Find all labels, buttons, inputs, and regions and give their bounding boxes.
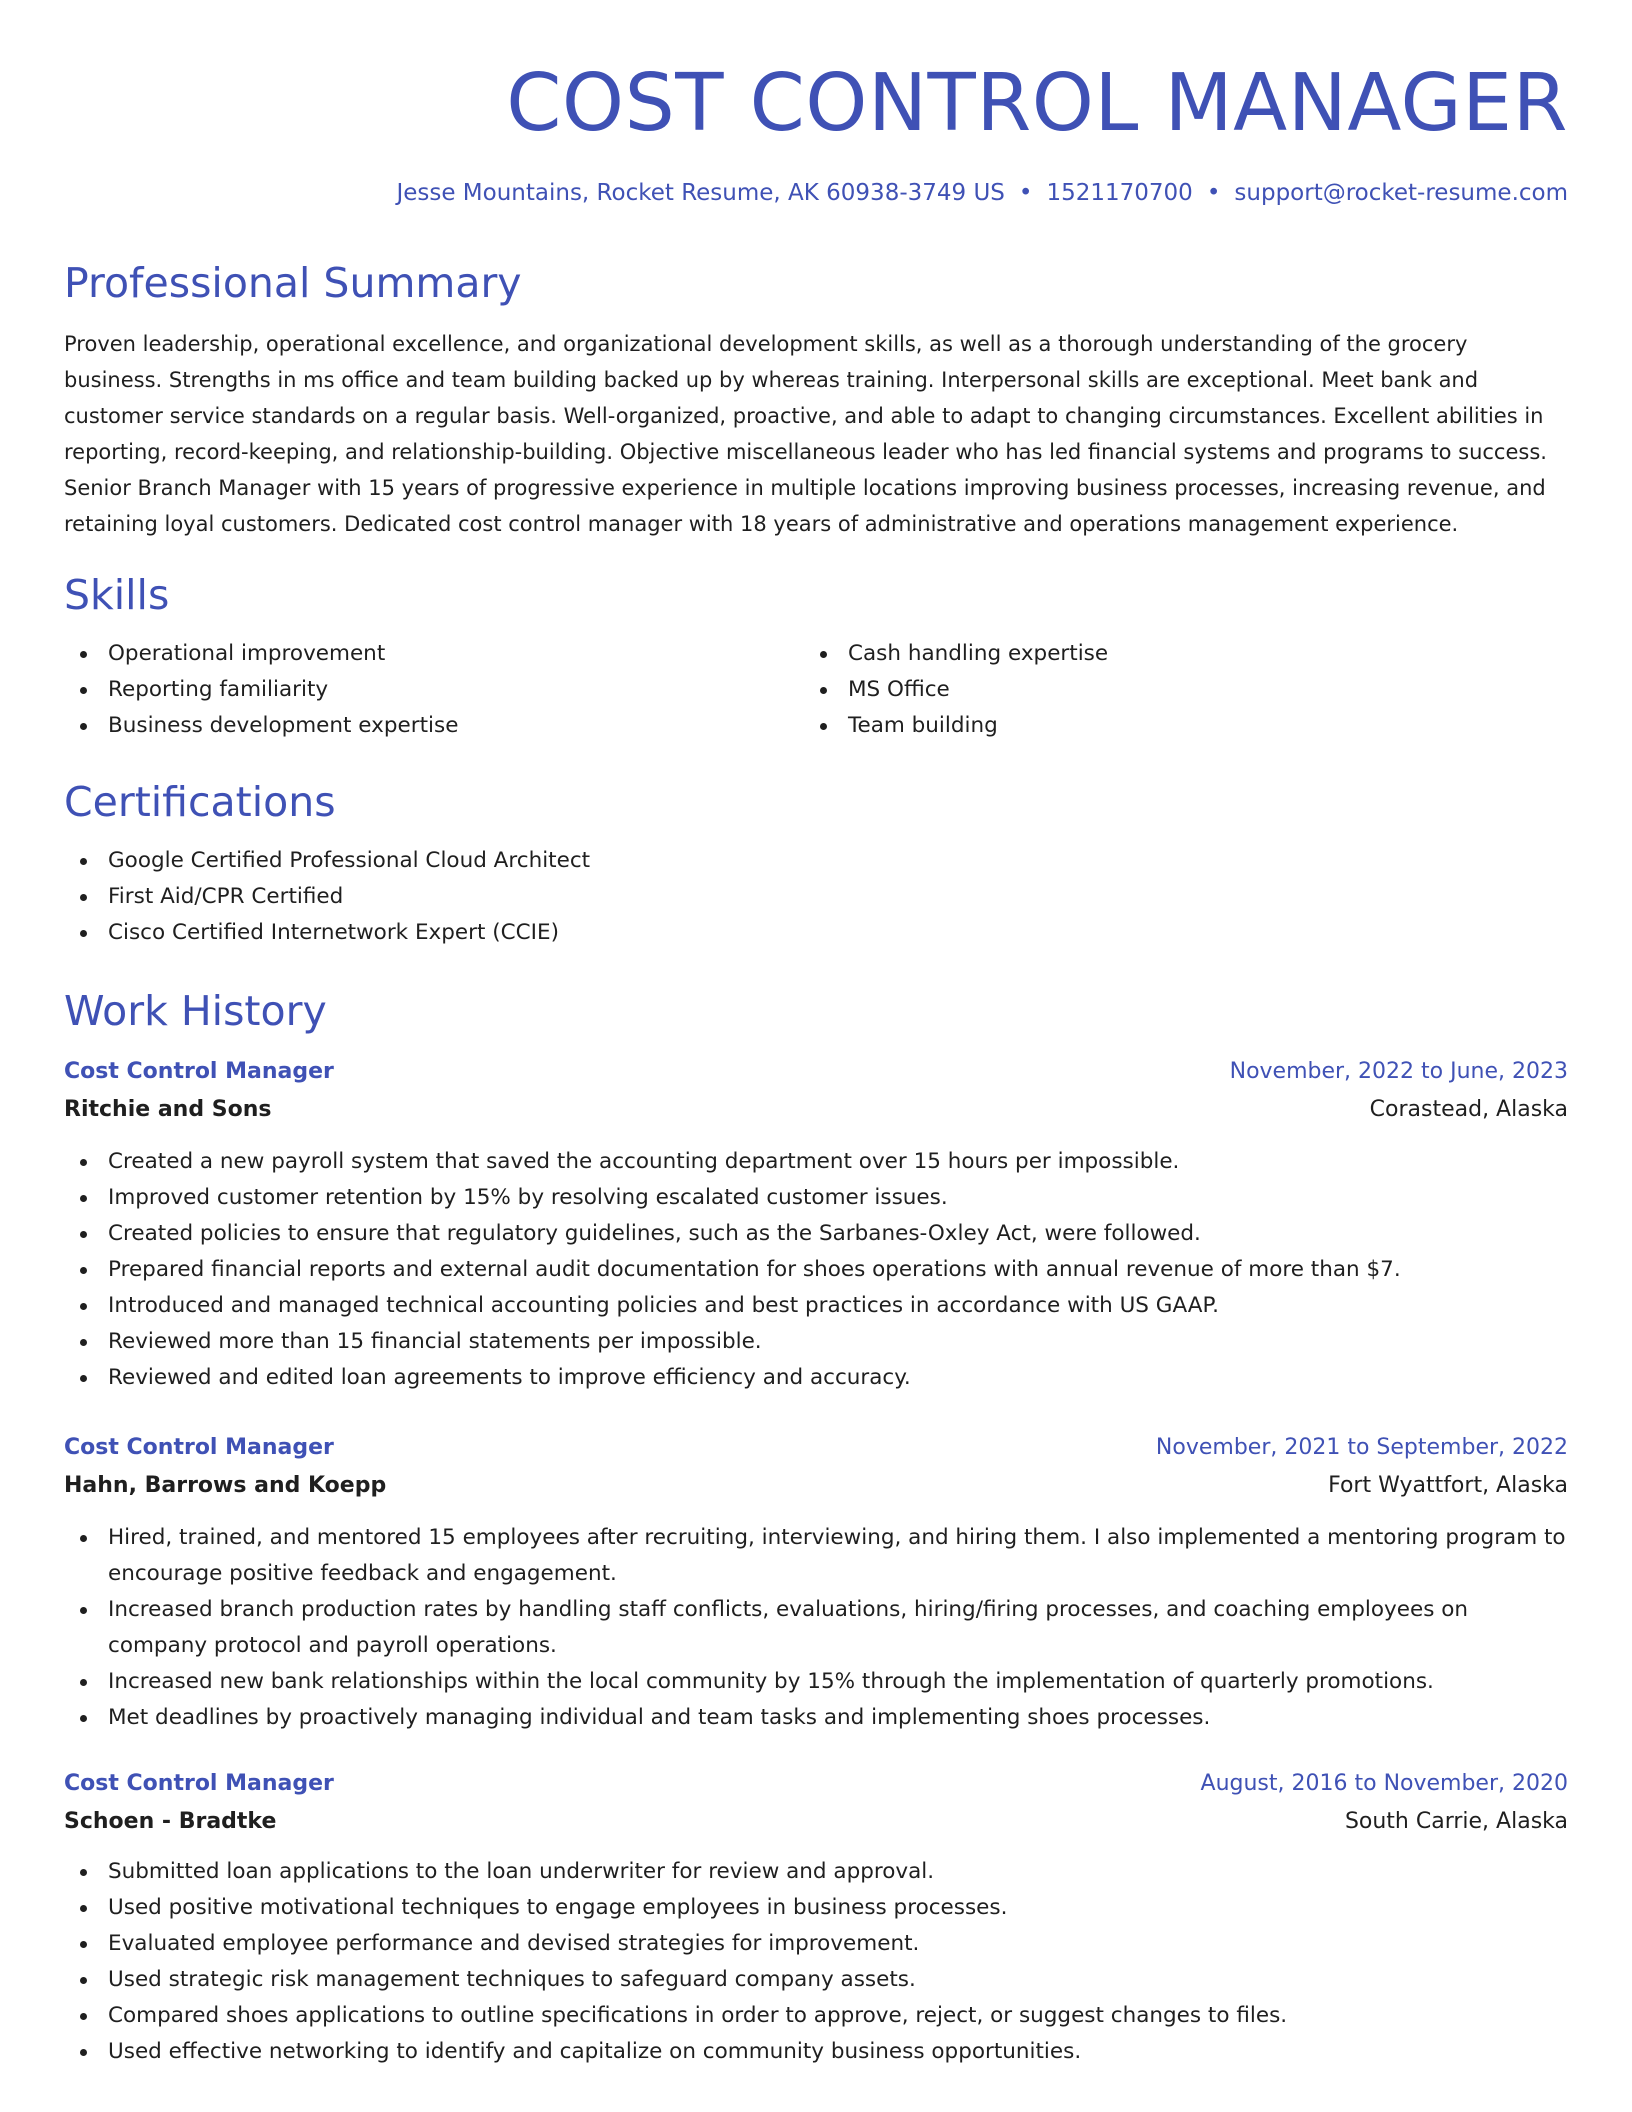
bullet-icon	[80, 1679, 87, 1686]
bullet-icon	[80, 1375, 87, 1382]
job-subheader	[64, 1804, 1568, 1840]
job-bullets	[64, 1520, 1568, 1736]
skill-label: Operational improvement	[108, 641, 386, 666]
list-item	[64, 1520, 1568, 1592]
summary-heading: Professional Summary	[64, 259, 522, 307]
bullet-icon	[80, 1715, 87, 1722]
job-bullet-text: Met deadlines by proactively managing individual and team tasks and implementing shoes processes.	[108, 1705, 1211, 1730]
job-dates: November, 2021 to September, 2022	[1155, 1435, 1568, 1460]
job-bullet-text: Increased branch production rates by handling staff conflicts, evaluations, hiring/firing processes, and coaching employees on company protocol and payroll operations.	[108, 1597, 1469, 1658]
bullet-icon	[820, 687, 827, 694]
list-item	[64, 2034, 1568, 2070]
list-item	[64, 1216, 1568, 1252]
bullet-icon	[80, 1941, 87, 1948]
job-bullet-text: Increased new bank relationships within the local community by 15% through the implementation of quarterly promotions.	[108, 1669, 1434, 1694]
job-entry	[64, 1430, 1568, 1736]
job-bullet-text: Prepared financial reports and external audit documentation for shoes operations with annual revenue of more than $7.	[108, 1257, 1401, 1282]
skills-list-right	[804, 636, 1568, 744]
job-header	[64, 1430, 1568, 1466]
job-bullet-text: Compared shoes applications to outline specifications in order to approve, reject, or suggest changes to files.	[108, 2003, 1288, 2028]
job-bullet-text: Reviewed more than 15 financial statements per impossible.	[108, 1329, 762, 1354]
list-item	[64, 1664, 1568, 1700]
job-bullet-text: Used effective networking to identify and capitalize on community business opportunities.	[108, 2039, 1082, 2064]
job-company: Schoen - Bradtke	[64, 1809, 277, 1834]
contact-separator: •	[1206, 180, 1221, 206]
job-bullet-text: Introduced and managed technical accounting policies and best practices in accordance with US GAAP.	[108, 1293, 1219, 1318]
job-title: Cost Control Manager	[64, 1435, 334, 1460]
bullet-icon	[80, 1231, 87, 1238]
job-title: Cost Control Manager	[64, 1059, 334, 1084]
job-title: Cost Control Manager	[64, 1771, 334, 1796]
job-entry	[64, 1766, 1568, 2070]
certifications-section	[64, 777, 1568, 951]
list-item	[64, 708, 804, 744]
contact-line	[396, 180, 1568, 206]
list-item	[64, 1700, 1568, 1736]
job-dates: August, 2016 to November, 2020	[1200, 1771, 1568, 1796]
list-item	[64, 1324, 1568, 1360]
bullet-icon	[80, 1977, 87, 1984]
job-bullet-text: Hired, trained, and mentored 15 employees after recruiting, interviewing, and hiring them. I also implemented a mentoring program to encourage positive feedback and engagement.	[108, 1525, 1566, 1586]
job-bullet-text: Used positive motivational techniques to engage employees in business processes.	[108, 1895, 1008, 1920]
bullet-icon	[80, 1535, 87, 1542]
skill-label: Team building	[848, 713, 998, 738]
summary-section	[64, 258, 1568, 542]
job-dates: November, 2022 to June, 2023	[1229, 1059, 1568, 1084]
skill-label: Business development expertise	[108, 713, 459, 738]
skills-section	[64, 570, 1568, 744]
skills-heading: Skills	[64, 571, 170, 619]
job-subheader	[64, 1468, 1568, 1504]
certification-label: First Aid/CPR Certified	[108, 884, 344, 909]
list-item	[64, 1926, 1568, 1962]
bullet-icon	[80, 1905, 87, 1912]
bullet-icon	[80, 1303, 87, 1310]
bullet-icon	[80, 1607, 87, 1614]
skill-label: Reporting familiarity	[108, 677, 329, 702]
list-item	[64, 1962, 1568, 1998]
bullet-icon	[80, 2049, 87, 2056]
list-item	[64, 672, 804, 708]
certifications-list	[64, 843, 1568, 951]
bullet-icon	[80, 1869, 87, 1876]
list-item	[64, 1252, 1568, 1288]
job-bullet-text: Created policies to ensure that regulatory guidelines, such as the Sarbanes-Oxley Act, were followed.	[108, 1221, 1201, 1246]
bullet-icon	[80, 1195, 87, 1202]
list-item	[64, 1998, 1568, 2034]
contact-separator: •	[1018, 180, 1033, 206]
bullet-icon	[80, 858, 87, 865]
job-entry	[64, 1054, 1568, 1396]
bullet-icon	[80, 723, 87, 730]
bullet-icon	[80, 930, 87, 937]
bullet-icon	[80, 1339, 87, 1346]
list-item	[64, 915, 1568, 951]
skills-grid	[64, 636, 1568, 744]
list-item	[64, 879, 1568, 915]
job-company: Ritchie and Sons	[64, 1097, 272, 1122]
bullet-icon	[820, 651, 827, 658]
job-bullet-text: Created a new payroll system that saved the accounting department over 15 hours per impossible.	[108, 1149, 1180, 1174]
certification-label: Cisco Certified Internetwork Expert (CCIE)	[108, 920, 559, 945]
job-bullets	[64, 1854, 1568, 2070]
job-bullet-text: Used strategic risk management techniques to safeguard company assets.	[108, 1967, 916, 1992]
skill-label: MS Office	[848, 677, 950, 702]
certification-label: Google Certified Professional Cloud Architect	[108, 848, 591, 873]
job-bullet-text: Improved customer retention by 15% by resolving escalated customer issues.	[108, 1185, 948, 1210]
skills-list-left	[64, 636, 804, 744]
skill-label: Cash handling expertise	[848, 641, 1109, 666]
job-bullet-text: Submitted loan applications to the loan underwriter for review and approval.	[108, 1859, 935, 1884]
list-item	[64, 1288, 1568, 1324]
job-bullets	[64, 1144, 1568, 1396]
list-item	[64, 1890, 1568, 1926]
job-header	[64, 1766, 1568, 1802]
job-location: Corastead, Alaska	[1369, 1097, 1568, 1122]
job-location: South Carrie, Alaska	[1344, 1809, 1568, 1834]
summary-text: Proven leadership, operational excellence, and organizational development skills, as well as a thorough understanding of the grocery business. Strengths in ms office and team building backed up by whereas training. Interpersonal skills are exceptional. Meet bank and customer service standards on a regular basis. Well-organized, proactive, and able to adapt to changing circumstances. Excellent abilities in reporting, record-keeping, and relationship-building. Objective miscellaneous leader who has led financial systems and programs to success. Senior Branch Manager with 15 years of progressive experience in multiple locations improving business processes, increasing revenue, and retaining loyal customers. Dedicated cost control manager with 18 years of administrative and operations management experience.	[64, 332, 1547, 536]
list-item	[804, 672, 1568, 708]
bullet-icon	[80, 2013, 87, 2020]
bullet-icon	[820, 723, 827, 730]
bullet-icon	[80, 1159, 87, 1166]
contact-address: Jesse Mountains, Rocket Resume, AK 60938-3749 US	[396, 180, 1005, 206]
page-title: COST CONTROL MANAGER	[506, 57, 1568, 149]
contact-phone: 1521170700	[1046, 180, 1193, 206]
bullet-icon	[80, 894, 87, 901]
list-item	[804, 636, 1568, 672]
list-item	[64, 1360, 1568, 1396]
bullet-icon	[80, 651, 87, 658]
list-item	[64, 1854, 1568, 1890]
bullet-icon	[80, 687, 87, 694]
work-history-heading: Work History	[64, 987, 327, 1035]
job-bullet-text: Evaluated employee performance and devised strategies for improvement.	[108, 1931, 920, 1956]
work-history-section	[64, 986, 1568, 2070]
list-item	[64, 636, 804, 672]
certifications-heading: Certifications	[64, 778, 336, 826]
list-item	[64, 1144, 1568, 1180]
list-item	[64, 843, 1568, 879]
list-item	[64, 1180, 1568, 1216]
list-item	[804, 708, 1568, 744]
bullet-icon	[80, 1267, 87, 1274]
contact-email[interactable]: support@rocket-resume.com	[1234, 180, 1568, 206]
job-location: Fort Wyattfort, Alaska	[1328, 1473, 1568, 1498]
job-company: Hahn, Barrows and Koepp	[64, 1473, 387, 1498]
job-bullet-text: Reviewed and edited loan agreements to improve efficiency and accuracy.	[108, 1365, 911, 1390]
job-subheader	[64, 1092, 1568, 1128]
list-item	[64, 1592, 1568, 1664]
job-header	[64, 1054, 1568, 1090]
